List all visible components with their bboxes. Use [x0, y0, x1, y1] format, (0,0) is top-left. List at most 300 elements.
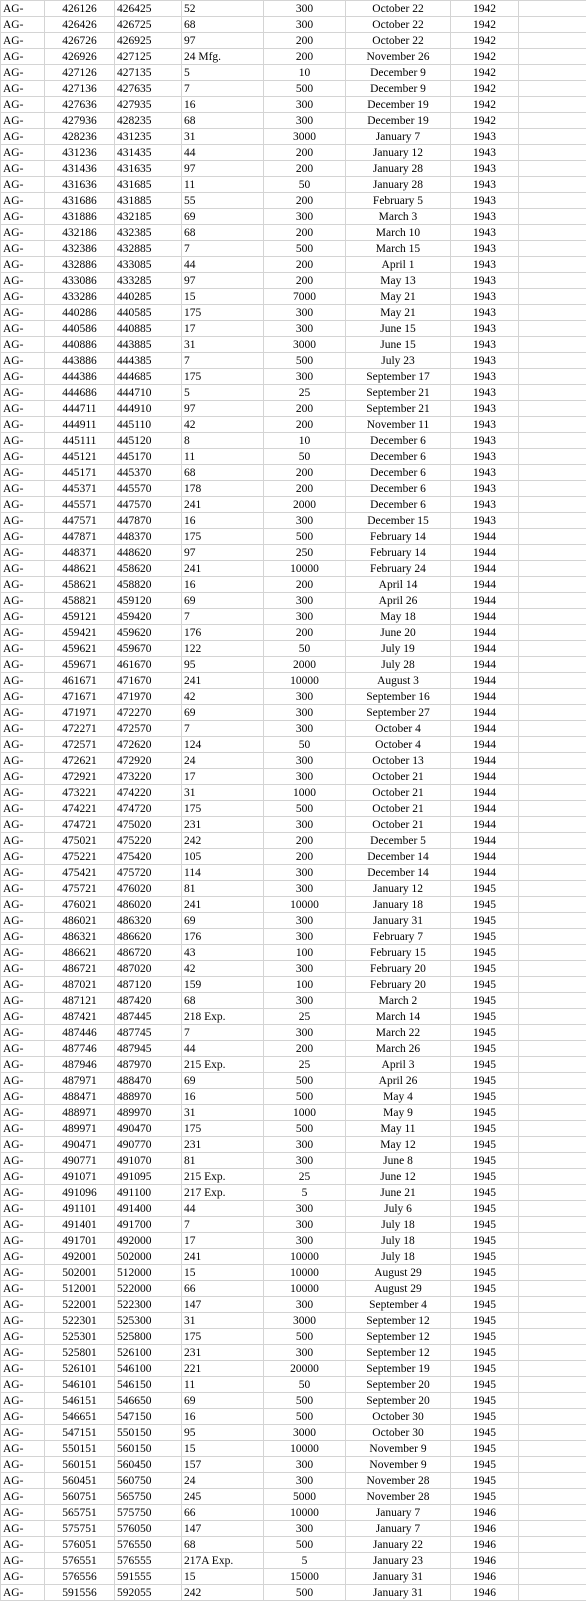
prefix-cell[interactable]: AG- [1, 1345, 45, 1361]
year-cell[interactable]: 1943 [451, 497, 519, 513]
prefix-cell[interactable]: AG- [1, 737, 45, 753]
year-cell[interactable]: 1943 [451, 481, 519, 497]
serial-end-cell[interactable]: 472570 [115, 721, 182, 737]
serial-start-cell[interactable]: 487746 [45, 1041, 115, 1057]
quantity-cell[interactable]: 500 [264, 1073, 346, 1089]
prefix-cell[interactable]: AG- [1, 833, 45, 849]
prefix-cell[interactable]: AG- [1, 1489, 45, 1505]
serial-end-cell[interactable]: 487745 [115, 1025, 182, 1041]
model-cell[interactable]: 31 [182, 1313, 264, 1329]
empty-cell[interactable] [519, 1553, 586, 1569]
model-cell[interactable]: 24 Mfg. [182, 49, 264, 65]
serial-end-cell[interactable]: 487020 [115, 961, 182, 977]
empty-cell[interactable] [519, 609, 586, 625]
quantity-cell[interactable]: 300 [264, 1457, 346, 1473]
serial-end-cell[interactable]: 591555 [115, 1569, 182, 1585]
serial-end-cell[interactable]: 432385 [115, 225, 182, 241]
serial-start-cell[interactable]: 565751 [45, 1505, 115, 1521]
year-cell[interactable]: 1944 [451, 865, 519, 881]
prefix-cell[interactable]: AG- [1, 1377, 45, 1393]
date-cell[interactable]: October 4 [346, 737, 451, 753]
date-cell[interactable]: August 29 [346, 1281, 451, 1297]
model-cell[interactable]: 7 [182, 609, 264, 625]
prefix-cell[interactable]: AG- [1, 1121, 45, 1137]
model-cell[interactable]: 44 [182, 1041, 264, 1057]
serial-end-cell[interactable]: 486020 [115, 897, 182, 913]
prefix-cell[interactable]: AG- [1, 753, 45, 769]
serial-end-cell[interactable]: 491095 [115, 1169, 182, 1185]
quantity-cell[interactable]: 300 [264, 369, 346, 385]
serial-end-cell[interactable]: 472920 [115, 753, 182, 769]
quantity-cell[interactable]: 200 [264, 273, 346, 289]
year-cell[interactable]: 1943 [451, 449, 519, 465]
quantity-cell[interactable]: 300 [264, 97, 346, 113]
serial-start-cell[interactable]: 492001 [45, 1249, 115, 1265]
serial-end-cell[interactable]: 525800 [115, 1329, 182, 1345]
empty-cell[interactable] [519, 337, 586, 353]
year-cell[interactable]: 1945 [451, 881, 519, 897]
year-cell[interactable]: 1943 [451, 225, 519, 241]
quantity-cell[interactable]: 10000 [264, 1249, 346, 1265]
date-cell[interactable]: January 18 [346, 897, 451, 913]
serial-start-cell[interactable]: 474221 [45, 801, 115, 817]
quantity-cell[interactable]: 10000 [264, 673, 346, 689]
date-cell[interactable]: December 9 [346, 81, 451, 97]
serial-end-cell[interactable]: 427135 [115, 65, 182, 81]
quantity-cell[interactable]: 500 [264, 1089, 346, 1105]
serial-end-cell[interactable]: 512000 [115, 1265, 182, 1281]
year-cell[interactable]: 1943 [451, 321, 519, 337]
year-cell[interactable]: 1944 [451, 705, 519, 721]
prefix-cell[interactable]: AG- [1, 1249, 45, 1265]
year-cell[interactable]: 1946 [451, 1505, 519, 1521]
prefix-cell[interactable]: AG- [1, 49, 45, 65]
serial-start-cell[interactable]: 459421 [45, 625, 115, 641]
serial-start-cell[interactable]: 487021 [45, 977, 115, 993]
empty-cell[interactable] [519, 161, 586, 177]
quantity-cell[interactable]: 300 [264, 1233, 346, 1249]
model-cell[interactable]: 217A Exp. [182, 1553, 264, 1569]
serial-start-cell[interactable]: 427936 [45, 113, 115, 129]
empty-cell[interactable] [519, 1057, 586, 1073]
year-cell[interactable]: 1945 [451, 1121, 519, 1137]
empty-cell[interactable] [519, 1425, 586, 1441]
serial-end-cell[interactable]: 491070 [115, 1153, 182, 1169]
date-cell[interactable]: June 20 [346, 625, 451, 641]
serial-end-cell[interactable]: 475220 [115, 833, 182, 849]
quantity-cell[interactable]: 10 [264, 433, 346, 449]
model-cell[interactable]: 218 Exp. [182, 1009, 264, 1025]
date-cell[interactable]: January 31 [346, 1585, 451, 1601]
serial-start-cell[interactable]: 444386 [45, 369, 115, 385]
serial-start-cell[interactable]: 448371 [45, 545, 115, 561]
date-cell[interactable]: September 17 [346, 369, 451, 385]
prefix-cell[interactable]: AG- [1, 337, 45, 353]
year-cell[interactable]: 1945 [451, 1185, 519, 1201]
serial-end-cell[interactable]: 445570 [115, 481, 182, 497]
quantity-cell[interactable]: 500 [264, 81, 346, 97]
date-cell[interactable]: October 22 [346, 33, 451, 49]
prefix-cell[interactable]: AG- [1, 161, 45, 177]
model-cell[interactable]: 97 [182, 401, 264, 417]
serial-end-cell[interactable]: 459670 [115, 641, 182, 657]
serial-start-cell[interactable]: 475421 [45, 865, 115, 881]
serial-start-cell[interactable]: 491071 [45, 1169, 115, 1185]
model-cell[interactable]: 68 [182, 225, 264, 241]
empty-cell[interactable] [519, 17, 586, 33]
model-cell[interactable]: 68 [182, 993, 264, 1009]
year-cell[interactable]: 1945 [451, 1313, 519, 1329]
empty-cell[interactable] [519, 721, 586, 737]
model-cell[interactable]: 24 [182, 1473, 264, 1489]
model-cell[interactable]: 217 Exp. [182, 1185, 264, 1201]
year-cell[interactable]: 1942 [451, 1, 519, 17]
prefix-cell[interactable]: AG- [1, 689, 45, 705]
empty-cell[interactable] [519, 145, 586, 161]
date-cell[interactable]: January 7 [346, 1505, 451, 1521]
model-cell[interactable]: 95 [182, 1425, 264, 1441]
serial-end-cell[interactable]: 432185 [115, 209, 182, 225]
date-cell[interactable]: September 21 [346, 401, 451, 417]
serial-start-cell[interactable]: 427136 [45, 81, 115, 97]
empty-cell[interactable] [519, 401, 586, 417]
prefix-cell[interactable]: AG- [1, 881, 45, 897]
date-cell[interactable]: December 6 [346, 433, 451, 449]
date-cell[interactable]: May 12 [346, 1137, 451, 1153]
empty-cell[interactable] [519, 1121, 586, 1137]
model-cell[interactable]: 178 [182, 481, 264, 497]
serial-end-cell[interactable]: 472620 [115, 737, 182, 753]
date-cell[interactable]: March 10 [346, 225, 451, 241]
empty-cell[interactable] [519, 1585, 586, 1601]
prefix-cell[interactable]: AG- [1, 961, 45, 977]
empty-cell[interactable] [519, 369, 586, 385]
quantity-cell[interactable]: 300 [264, 993, 346, 1009]
empty-cell[interactable] [519, 209, 586, 225]
empty-cell[interactable] [519, 241, 586, 257]
serial-end-cell[interactable]: 502000 [115, 1249, 182, 1265]
model-cell[interactable]: 175 [182, 801, 264, 817]
year-cell[interactable]: 1945 [451, 1281, 519, 1297]
quantity-cell[interactable]: 10000 [264, 1505, 346, 1521]
serial-end-cell[interactable]: 487945 [115, 1041, 182, 1057]
serial-start-cell[interactable]: 432886 [45, 257, 115, 273]
model-cell[interactable]: 31 [182, 337, 264, 353]
serial-end-cell[interactable]: 487445 [115, 1009, 182, 1025]
serial-end-cell[interactable]: 433085 [115, 257, 182, 273]
prefix-cell[interactable]: AG- [1, 721, 45, 737]
date-cell[interactable]: May 13 [346, 273, 451, 289]
quantity-cell[interactable]: 300 [264, 609, 346, 625]
serial-start-cell[interactable]: 488471 [45, 1089, 115, 1105]
model-cell[interactable]: 68 [182, 113, 264, 129]
year-cell[interactable]: 1943 [451, 145, 519, 161]
serial-end-cell[interactable]: 427635 [115, 81, 182, 97]
empty-cell[interactable] [519, 273, 586, 289]
serial-end-cell[interactable]: 427935 [115, 97, 182, 113]
prefix-cell[interactable]: AG- [1, 1457, 45, 1473]
serial-end-cell[interactable]: 546650 [115, 1393, 182, 1409]
serial-end-cell[interactable]: 476020 [115, 881, 182, 897]
year-cell[interactable]: 1945 [451, 1457, 519, 1473]
prefix-cell[interactable]: AG- [1, 1185, 45, 1201]
serial-start-cell[interactable]: 458821 [45, 593, 115, 609]
serial-start-cell[interactable]: 433086 [45, 273, 115, 289]
quantity-cell[interactable]: 10000 [264, 1441, 346, 1457]
empty-cell[interactable] [519, 737, 586, 753]
model-cell[interactable]: 15 [182, 1265, 264, 1281]
model-cell[interactable]: 68 [182, 1537, 264, 1553]
serial-end-cell[interactable]: 458620 [115, 561, 182, 577]
empty-cell[interactable] [519, 417, 586, 433]
quantity-cell[interactable]: 300 [264, 17, 346, 33]
serial-end-cell[interactable]: 486620 [115, 929, 182, 945]
date-cell[interactable]: March 15 [346, 241, 451, 257]
serial-start-cell[interactable]: 432186 [45, 225, 115, 241]
date-cell[interactable]: June 21 [346, 1185, 451, 1201]
quantity-cell[interactable]: 200 [264, 849, 346, 865]
date-cell[interactable]: September 12 [346, 1313, 451, 1329]
serial-start-cell[interactable]: 576051 [45, 1537, 115, 1553]
year-cell[interactable]: 1944 [451, 673, 519, 689]
quantity-cell[interactable]: 300 [264, 929, 346, 945]
quantity-cell[interactable]: 200 [264, 193, 346, 209]
model-cell[interactable]: 215 Exp. [182, 1057, 264, 1073]
empty-cell[interactable] [519, 1041, 586, 1057]
quantity-cell[interactable]: 200 [264, 625, 346, 641]
prefix-cell[interactable]: AG- [1, 1537, 45, 1553]
model-cell[interactable]: 69 [182, 705, 264, 721]
serial-end-cell[interactable]: 486720 [115, 945, 182, 961]
serial-end-cell[interactable]: 426925 [115, 33, 182, 49]
quantity-cell[interactable]: 5 [264, 1185, 346, 1201]
empty-cell[interactable] [519, 321, 586, 337]
quantity-cell[interactable]: 200 [264, 225, 346, 241]
serial-end-cell[interactable]: 461670 [115, 657, 182, 673]
serial-start-cell[interactable]: 428236 [45, 129, 115, 145]
date-cell[interactable]: March 22 [346, 1025, 451, 1041]
empty-cell[interactable] [519, 1473, 586, 1489]
prefix-cell[interactable]: AG- [1, 513, 45, 529]
serial-end-cell[interactable]: 448370 [115, 529, 182, 545]
date-cell[interactable]: January 7 [346, 1521, 451, 1537]
serial-end-cell[interactable]: 547150 [115, 1409, 182, 1425]
model-cell[interactable]: 42 [182, 689, 264, 705]
empty-cell[interactable] [519, 497, 586, 513]
model-cell[interactable]: 241 [182, 497, 264, 513]
date-cell[interactable]: May 9 [346, 1105, 451, 1121]
date-cell[interactable]: February 20 [346, 977, 451, 993]
empty-cell[interactable] [519, 1457, 586, 1473]
prefix-cell[interactable]: AG- [1, 769, 45, 785]
quantity-cell[interactable]: 300 [264, 705, 346, 721]
year-cell[interactable]: 1945 [451, 1329, 519, 1345]
serial-end-cell[interactable]: 576550 [115, 1537, 182, 1553]
quantity-cell[interactable]: 1000 [264, 785, 346, 801]
year-cell[interactable]: 1945 [451, 1137, 519, 1153]
year-cell[interactable]: 1944 [451, 753, 519, 769]
serial-start-cell[interactable]: 475721 [45, 881, 115, 897]
empty-cell[interactable] [519, 1009, 586, 1025]
prefix-cell[interactable]: AG- [1, 1137, 45, 1153]
model-cell[interactable]: 42 [182, 961, 264, 977]
empty-cell[interactable] [519, 257, 586, 273]
date-cell[interactable]: January 28 [346, 177, 451, 193]
serial-end-cell[interactable]: 487420 [115, 993, 182, 1009]
quantity-cell[interactable]: 500 [264, 801, 346, 817]
date-cell[interactable]: February 20 [346, 961, 451, 977]
year-cell[interactable]: 1945 [451, 1297, 519, 1313]
model-cell[interactable]: 16 [182, 577, 264, 593]
empty-cell[interactable] [519, 1073, 586, 1089]
empty-cell[interactable] [519, 1297, 586, 1313]
empty-cell[interactable] [519, 961, 586, 977]
year-cell[interactable]: 1945 [451, 1169, 519, 1185]
serial-end-cell[interactable]: 431885 [115, 193, 182, 209]
prefix-cell[interactable]: AG- [1, 1233, 45, 1249]
prefix-cell[interactable]: AG- [1, 1297, 45, 1313]
date-cell[interactable]: October 22 [346, 17, 451, 33]
quantity-cell[interactable]: 300 [264, 113, 346, 129]
prefix-cell[interactable]: AG- [1, 657, 45, 673]
year-cell[interactable]: 1943 [451, 305, 519, 321]
serial-start-cell[interactable]: 487971 [45, 1073, 115, 1089]
quantity-cell[interactable]: 50 [264, 449, 346, 465]
date-cell[interactable]: November 9 [346, 1441, 451, 1457]
empty-cell[interactable] [519, 769, 586, 785]
date-cell[interactable]: December 6 [346, 481, 451, 497]
serial-end-cell[interactable]: 426425 [115, 1, 182, 17]
model-cell[interactable]: 44 [182, 145, 264, 161]
model-cell[interactable]: 43 [182, 945, 264, 961]
empty-cell[interactable] [519, 1505, 586, 1521]
model-cell[interactable]: 5 [182, 65, 264, 81]
empty-cell[interactable] [519, 1265, 586, 1281]
prefix-cell[interactable]: AG- [1, 353, 45, 369]
empty-cell[interactable] [519, 33, 586, 49]
serial-start-cell[interactable]: 440886 [45, 337, 115, 353]
model-cell[interactable]: 66 [182, 1505, 264, 1521]
empty-cell[interactable] [519, 1281, 586, 1297]
empty-cell[interactable] [519, 817, 586, 833]
empty-cell[interactable] [519, 561, 586, 577]
prefix-cell[interactable]: AG- [1, 1, 45, 17]
serial-start-cell[interactable]: 459121 [45, 609, 115, 625]
year-cell[interactable]: 1943 [451, 177, 519, 193]
serial-end-cell[interactable]: 489970 [115, 1105, 182, 1121]
model-cell[interactable]: 241 [182, 673, 264, 689]
prefix-cell[interactable]: AG- [1, 385, 45, 401]
serial-end-cell[interactable]: 427125 [115, 49, 182, 65]
prefix-cell[interactable]: AG- [1, 401, 45, 417]
empty-cell[interactable] [519, 433, 586, 449]
quantity-cell[interactable]: 300 [264, 689, 346, 705]
empty-cell[interactable] [519, 465, 586, 481]
quantity-cell[interactable]: 500 [264, 241, 346, 257]
model-cell[interactable]: 7 [182, 241, 264, 257]
serial-end-cell[interactable]: 491700 [115, 1217, 182, 1233]
quantity-cell[interactable]: 200 [264, 49, 346, 65]
year-cell[interactable]: 1942 [451, 33, 519, 49]
date-cell[interactable]: December 6 [346, 497, 451, 513]
year-cell[interactable]: 1943 [451, 257, 519, 273]
empty-cell[interactable] [519, 689, 586, 705]
model-cell[interactable]: 15 [182, 289, 264, 305]
serial-start-cell[interactable]: 472921 [45, 769, 115, 785]
date-cell[interactable]: June 15 [346, 337, 451, 353]
model-cell[interactable]: 124 [182, 737, 264, 753]
serial-start-cell[interactable]: 487446 [45, 1025, 115, 1041]
quantity-cell[interactable]: 300 [264, 913, 346, 929]
date-cell[interactable]: February 15 [346, 945, 451, 961]
year-cell[interactable]: 1945 [451, 1361, 519, 1377]
empty-cell[interactable] [519, 1329, 586, 1345]
serial-end-cell[interactable]: 560750 [115, 1473, 182, 1489]
prefix-cell[interactable]: AG- [1, 1201, 45, 1217]
year-cell[interactable]: 1944 [451, 737, 519, 753]
prefix-cell[interactable]: AG- [1, 865, 45, 881]
year-cell[interactable]: 1943 [451, 209, 519, 225]
serial-start-cell[interactable]: 444711 [45, 401, 115, 417]
prefix-cell[interactable]: AG- [1, 913, 45, 929]
serial-end-cell[interactable]: 471670 [115, 673, 182, 689]
quantity-cell[interactable]: 10000 [264, 897, 346, 913]
model-cell[interactable]: 175 [182, 305, 264, 321]
serial-start-cell[interactable]: 576556 [45, 1569, 115, 1585]
serial-end-cell[interactable]: 486320 [115, 913, 182, 929]
prefix-cell[interactable]: AG- [1, 1313, 45, 1329]
serial-start-cell[interactable]: 474721 [45, 817, 115, 833]
serial-start-cell[interactable]: 426126 [45, 1, 115, 17]
empty-cell[interactable] [519, 1185, 586, 1201]
serial-end-cell[interactable]: 565750 [115, 1489, 182, 1505]
prefix-cell[interactable]: AG- [1, 321, 45, 337]
year-cell[interactable]: 1946 [451, 1585, 519, 1601]
date-cell[interactable]: July 28 [346, 657, 451, 673]
prefix-cell[interactable]: AG- [1, 257, 45, 273]
empty-cell[interactable] [519, 81, 586, 97]
year-cell[interactable]: 1943 [451, 369, 519, 385]
model-cell[interactable]: 215 Exp. [182, 1169, 264, 1185]
serial-end-cell[interactable]: 522000 [115, 1281, 182, 1297]
date-cell[interactable]: August 29 [346, 1265, 451, 1281]
model-cell[interactable]: 5 [182, 385, 264, 401]
empty-cell[interactable] [519, 881, 586, 897]
year-cell[interactable]: 1945 [451, 1153, 519, 1169]
serial-end-cell[interactable]: 444710 [115, 385, 182, 401]
model-cell[interactable]: 15 [182, 1569, 264, 1585]
date-cell[interactable]: December 14 [346, 849, 451, 865]
model-cell[interactable]: 31 [182, 129, 264, 145]
serial-start-cell[interactable]: 472621 [45, 753, 115, 769]
prefix-cell[interactable]: AG- [1, 1105, 45, 1121]
date-cell[interactable]: July 19 [346, 641, 451, 657]
quantity-cell[interactable]: 25 [264, 1169, 346, 1185]
year-cell[interactable]: 1944 [451, 577, 519, 593]
quantity-cell[interactable]: 300 [264, 305, 346, 321]
serial-end-cell[interactable]: 492000 [115, 1233, 182, 1249]
empty-cell[interactable] [519, 513, 586, 529]
serial-start-cell[interactable]: 489971 [45, 1121, 115, 1137]
quantity-cell[interactable]: 5000 [264, 1489, 346, 1505]
year-cell[interactable]: 1946 [451, 1569, 519, 1585]
model-cell[interactable]: 7 [182, 1217, 264, 1233]
serial-start-cell[interactable]: 431886 [45, 209, 115, 225]
model-cell[interactable]: 147 [182, 1521, 264, 1537]
prefix-cell[interactable]: AG- [1, 929, 45, 945]
date-cell[interactable]: July 6 [346, 1201, 451, 1217]
empty-cell[interactable] [519, 1489, 586, 1505]
